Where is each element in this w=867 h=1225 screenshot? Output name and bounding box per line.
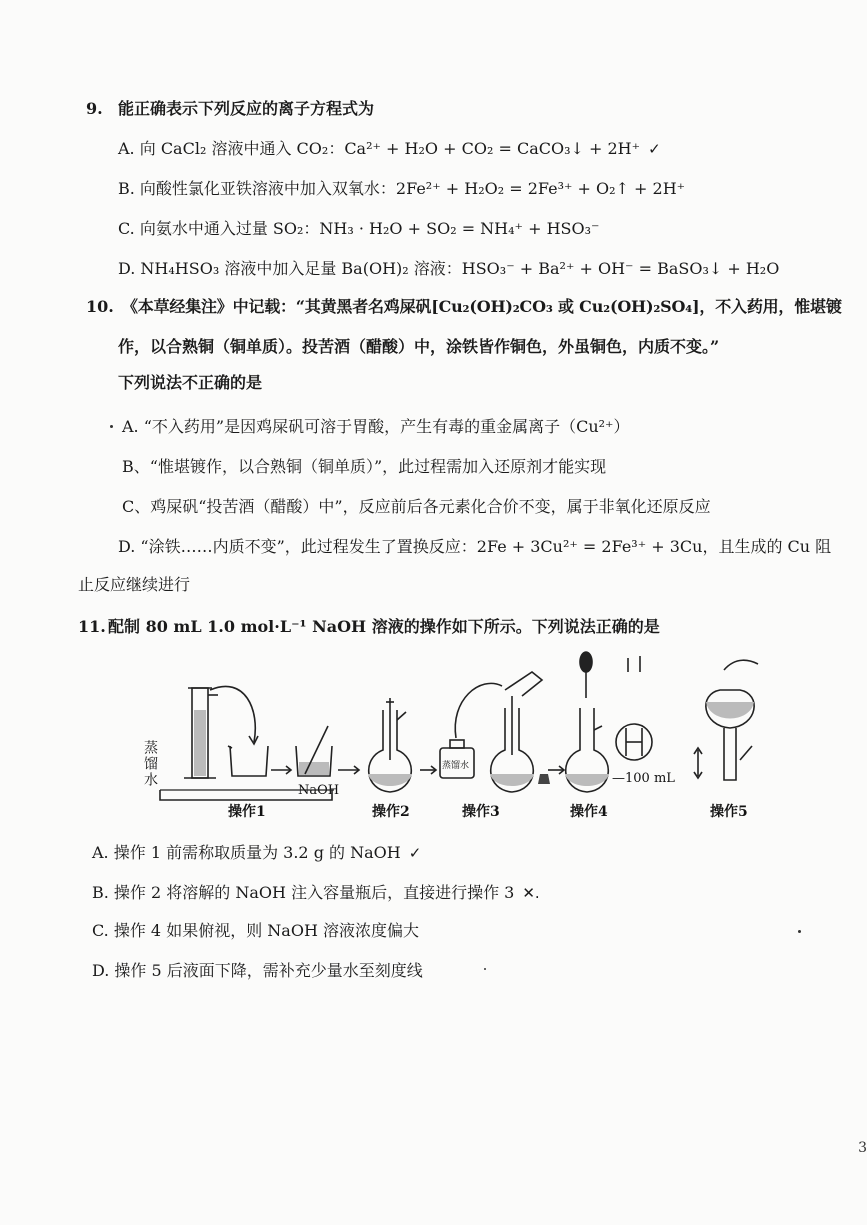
q9-number: 9. [86, 99, 103, 118]
q10-stem-line2: 作，以合熟铜（铜单质）。投苦酒（醋酸）中，涂铁皆作铜色，外虽铜色，内质不变。” [118, 337, 720, 356]
check-mark-icon: ✓ [648, 140, 661, 158]
q9-option-d: D. NH₄HSO₃ 溶液中加入足量 Ba(OH)₂ 溶液：HSO₃⁻ + Ba²⁺ + OH⁻ = BaSO₃↓ + H₂O [118, 259, 780, 278]
q11-option-c: C. 操作 4 如果俯视，则 NaOH 溶液浓度偏大 [92, 921, 419, 940]
volumetric-flask-icon [368, 698, 412, 792]
arrowhead-1 [249, 736, 258, 744]
q11-option-a-text: A. 操作 1 前需称取质量为 3.2 g 的 NaOH [92, 843, 401, 862]
dropper-icon [580, 652, 592, 698]
naoh-label: NaOH [298, 783, 340, 798]
q9-option-a [118, 138, 661, 160]
q10-option-c: C、鸡屎矾“投苦酒（醋酸）中”，反应前后各元素化合价不变，属于非氧化还原反应 [122, 497, 711, 516]
stray-mark [484, 968, 486, 970]
stopper-icon [538, 774, 550, 784]
check-mark-icon: ✓ [408, 844, 422, 862]
water-label: 蒸馏水 [142, 740, 158, 788]
volumetric-flask-icon [490, 672, 542, 792]
pen-dot [110, 425, 113, 428]
graduated-cylinder-icon [184, 688, 218, 778]
q11-option-b [92, 882, 540, 904]
q9-option-c: C. 向氨水中通入过量 SO₂：NH₃ · H₂O + SO₂ = NH₄⁺ + HSO₃⁻ [118, 219, 600, 238]
volumetric-flask-icon [565, 708, 609, 792]
step-label-2: 操作2 [372, 804, 410, 820]
cross-mark-icon: ✕. [522, 884, 540, 902]
q10-number: 10. [86, 297, 114, 316]
beaker-with-rod-icon [296, 726, 332, 776]
page-number: 3 [858, 1140, 867, 1156]
q11-option-a [92, 842, 421, 864]
q11-option-b-text: B. 操作 2 将溶解的 NaOH 注入容量瓶后，直接进行操作 3 [92, 883, 515, 902]
step-label-3: 操作3 [462, 804, 500, 820]
inverted-flask-icon [706, 660, 758, 780]
q10-option-b: B、“惟堪镀作，以合熟铜（铜单质）”，此过程需加入还原剂才能实现 [122, 457, 607, 476]
q11-number: 11. [78, 617, 106, 636]
q10-option-d: D. “涂铁……内质不变”，此过程发生了置换反应：2Fe + 3Cu²⁺ = 2Fe³⁺ + 3Cu，且生成的 Cu 阻 [118, 537, 832, 556]
stray-mark [798, 930, 801, 933]
magnified-meniscus-icon [616, 656, 652, 760]
step-label-4: 操作4 [570, 804, 608, 820]
step-label-5: 操作5 [710, 804, 748, 820]
q10-stem-line1: 《本草经集注》中记载：“其黄黑者名鸡屎矾[Cu₂(OH)₂CO₃ 或 Cu₂(OH)₂SO₄]，不入药用，惟堪镀 [122, 297, 842, 316]
q9-option-b: B. 向酸性氯化亚铁溶液中加入双氧水：2Fe²⁺ + H₂O₂ = 2Fe³⁺ + O₂↑ + 2H⁺ [118, 179, 686, 198]
q9-option-a-text: A. 向 CaCl₂ 溶液中通入 CO₂：Ca²⁺ + H₂O + CO₂ = CaCO₃↓ + 2H⁺ [118, 139, 641, 158]
volume-label: —100 mL [612, 771, 675, 786]
q10-option-a: A. “不入药用”是因鸡屎矾可溶于胃酸，产生有毒的重金属离子（Cu²⁺） [122, 417, 630, 436]
q10-stem-line3: 下列说法不正确的是 [118, 373, 263, 392]
q11-stem: 配制 80 mL 1.0 mol·L⁻¹ NaOH 溶液的操作如下所示。下列说法正确的是 [108, 617, 660, 636]
beaker-icon [228, 746, 268, 776]
wash-bottle-icon [440, 740, 474, 778]
step-label-1: 操作1 [228, 804, 266, 820]
bottle-label: 蒸馏水 [442, 761, 470, 771]
q10-option-d-cont: 止反应继续进行 [78, 575, 191, 594]
pour-arrow-2 [455, 683, 502, 738]
solution-preparation-diagram [142, 650, 790, 825]
q11-option-d: D. 操作 5 后液面下降，需补充少量水至刻度线 [92, 961, 423, 980]
q9-stem: 能正确表示下列反应的离子方程式为 [118, 99, 375, 118]
